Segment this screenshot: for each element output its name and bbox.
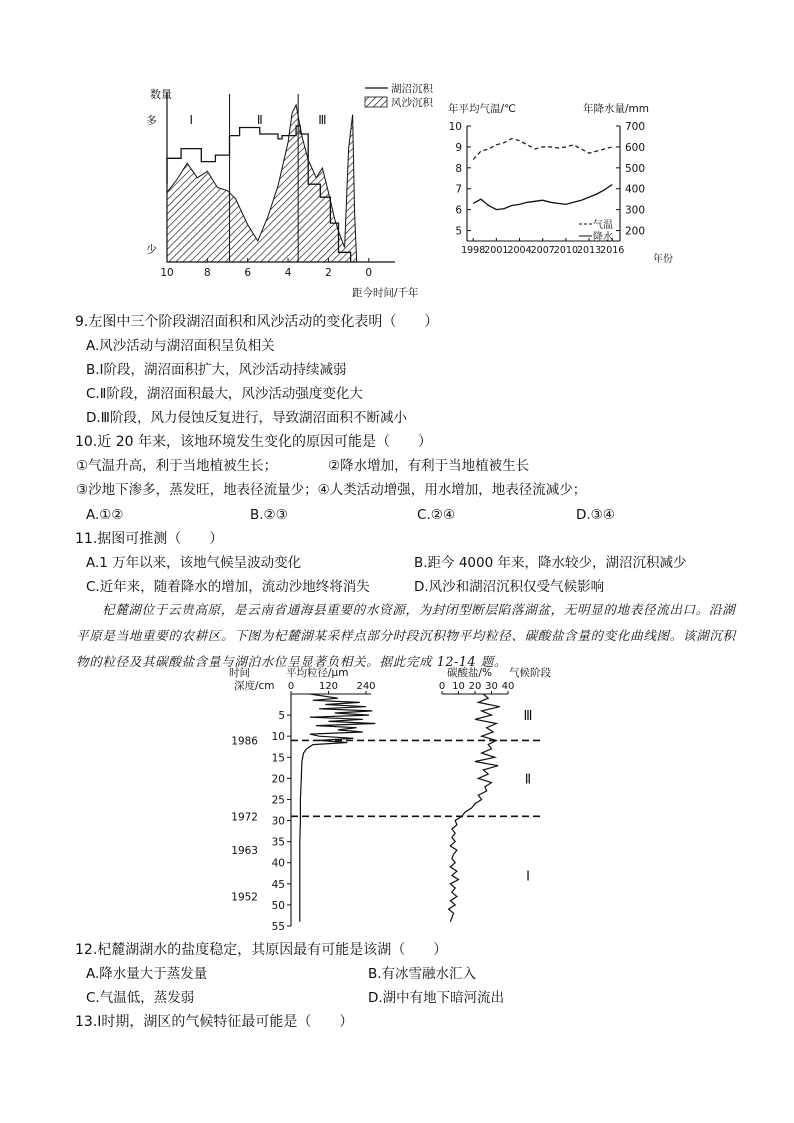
clim-ylabel-right: 年降水量/mm [583,103,649,115]
q11-stem: 11.据图可推测（ ） [75,531,224,547]
grain-tick-label: 240 [356,681,376,692]
dep-x-tick-label: 10 [160,267,174,279]
q11-option-b: B.距今 4000 年来，降水较少，湖沼沉积减少 [414,555,687,571]
core-stage-label: Ⅲ [523,709,533,725]
sand-deposit-area [167,105,357,262]
sediment-chart [200,662,570,937]
core-carb-label: 碳酸盐/% [447,667,493,679]
time-mark-label: 1952 [231,891,258,904]
depth-tick-label: 25 [271,794,285,807]
dep-x-tick-label: 2 [325,267,332,279]
dep-x-tick-label: 6 [244,267,252,279]
depth-tick-label: 20 [271,773,285,786]
stage-label: Ⅱ [256,113,263,127]
q11-option-a: A.1 万年以来，该地气候呈波动变化 [86,555,302,571]
q9-option-c: C.Ⅱ阶段，湖沼面积最大，风沙活动强度变化大 [86,386,363,402]
grain-tick-label: 0 [287,681,295,692]
carbonate-line [449,694,500,922]
q11-option-d: D.风沙和湖沼沉积仅受气候影响 [414,579,605,595]
depth-tick-label: 55 [271,921,285,933]
legend-temp: 气温 [593,220,613,231]
depth-tick-label: 5 [278,710,285,723]
depth-tick-label: 10 [271,731,285,744]
depth-tick-label: 30 [271,815,285,828]
grain-size-line [300,694,376,922]
legend-precip: 降水 [593,232,613,243]
clim-x-tick-label: 2007 [530,245,555,256]
clim-right-tick-label: 600 [625,141,646,154]
core-grain-label: 平均粒径/μm [286,667,349,679]
q10-option-d: D.③④ [576,507,615,523]
dep-x-tick-label: 0 [365,267,373,279]
q10-statement-2: ②降水增加，有利于当地植被生长 [328,458,530,474]
q9-option-a: A.风沙活动与湖沼面积呈负相关 [86,338,275,354]
q12-stem: 12.杞麓湖湖水的盐度稳定，其原因最有可能是该湖（ ） [75,942,448,958]
time-mark-label: 1986 [231,735,258,748]
q11-option-c: C.近年来，随着降水的增加，流动沙地终将消失 [86,579,370,595]
clim-left-tick-label: 6 [455,204,462,217]
q10-option-c: C.②④ [417,507,455,523]
q12-option-b: B.有冰雪融水汇入 [368,966,477,982]
time-mark-label: 1963 [231,845,258,858]
dep-legend [365,82,433,109]
clim-right-tick-label: 700 [625,121,646,133]
q13-stem: 13.Ⅰ时期，湖区的气候特征最可能是（ ） [75,1014,354,1030]
legend-lake: 湖沼沉积 [391,83,433,95]
dep-x-tick-label: 8 [204,267,211,279]
q10-statement-34: ③沙地下渗多，蒸发旺，地表径流量少；④人类活动增强，用水增加，地表径流减少； [76,482,587,498]
temperature-line [473,139,612,160]
deposition-chart [140,78,440,303]
clim-left-tick-label: 5 [455,225,462,238]
q10-statement-1: ①气温升高，利于当地植被生长； [76,458,278,474]
carb-tick-label: 20 [468,681,482,692]
passage-text: 杞麓湖位于云贵高原，是云南省通海县重要的水资源，为封闭型断层陷落湖盆，无明显的地表径流出口。沿湖平原是当地重要的农耕区。下图为杞麓湖某采样点部分时段沉积物平均粒径、碳酸盐含量的变化曲线图。该湖沉积物的粒径及其碳酸盐含量与湖泊水位呈显著负相关。据此完成 12-14 题。 [76,602,736,669]
climate-chart [440,96,690,271]
clim-x-tick-label: 2004 [507,245,532,256]
dep-x-tick-label: 4 [284,267,292,279]
dep-ylabel: 数量 [150,88,172,101]
clim-left-tick-label: 7 [455,183,462,196]
clim-left-tick-label: 10 [448,121,462,133]
precipitation-line [473,185,612,210]
clim-x-tick-label: 2010 [553,245,579,256]
core-stage-label: Ⅰ [526,869,530,885]
grain-tick-label: 120 [318,681,339,692]
clim-ylabel-left: 年平均气温/℃ [448,103,516,115]
clim-x-tick-label: 1998 [461,245,486,256]
clim-right-tick-label: 300 [625,204,646,217]
depth-tick-label: 50 [271,899,285,912]
depth-tick-label: 40 [271,857,285,870]
core-stage-label: Ⅱ [524,772,532,788]
clim-x-tick-label: 2016 [600,245,625,256]
dep-ybottom-label: 少 [146,243,157,256]
clim-left-tick-label: 8 [455,162,462,175]
clim-xlabel: 年份 [653,254,673,265]
carb-tick-label: 40 [501,681,515,692]
legend-sand: 风沙沉积 [391,97,433,109]
depth-tick-label: 15 [271,752,285,765]
clim-right-tick-label: 400 [625,183,646,196]
core-stage-label: 气候阶段 [509,667,551,679]
depth-tick-label: 35 [271,836,285,849]
stage-label: Ⅰ [189,113,193,127]
clim-left-tick-label: 9 [455,141,462,154]
clim-x-tick-label: 2013 [576,245,602,256]
depth-tick-label: 45 [271,878,285,891]
stage-label: Ⅲ [318,113,327,127]
q9-option-b: B.Ⅰ阶段，湖沼面积扩大，风沙活动持续减弱 [86,362,347,378]
time-mark-label: 1972 [231,811,258,824]
q12-option-a: A.降水量大于蒸发量 [86,966,208,982]
carb-tick-label: 0 [438,681,446,692]
dep-ytop-label: 多 [146,114,157,127]
q10-stem: 10.近 20 年来，该地环境发生变化的原因可能是（ ） [75,434,432,450]
q12-option-d: D.湖中有地下暗河流出 [368,990,505,1006]
core-time-label: 时间 [229,667,250,679]
carb-tick-label: 30 [485,681,498,692]
q9-stem: 9.左图中三个阶段湖沼面积和风沙活动的变化表明（ ） [75,314,439,330]
q12-option-c: C.气温低，蒸发弱 [86,990,195,1006]
core-depth-label: 深度/cm [234,680,275,692]
carb-tick-label: 10 [452,681,465,692]
dep-xlabel: 距今时间/千年 [352,287,419,299]
q10-option-a: A.①② [86,507,124,523]
clim-right-tick-label: 200 [625,225,646,238]
q9-option-d: D.Ⅲ阶段，风力侵蚀反复进行，导致湖沼面积不断减小 [86,410,407,426]
clim-x-tick-label: 2001 [484,245,509,256]
q10-option-b: B.②③ [250,507,288,523]
legend-hatch-swatch [365,97,387,107]
clim-right-tick-label: 500 [625,162,646,175]
